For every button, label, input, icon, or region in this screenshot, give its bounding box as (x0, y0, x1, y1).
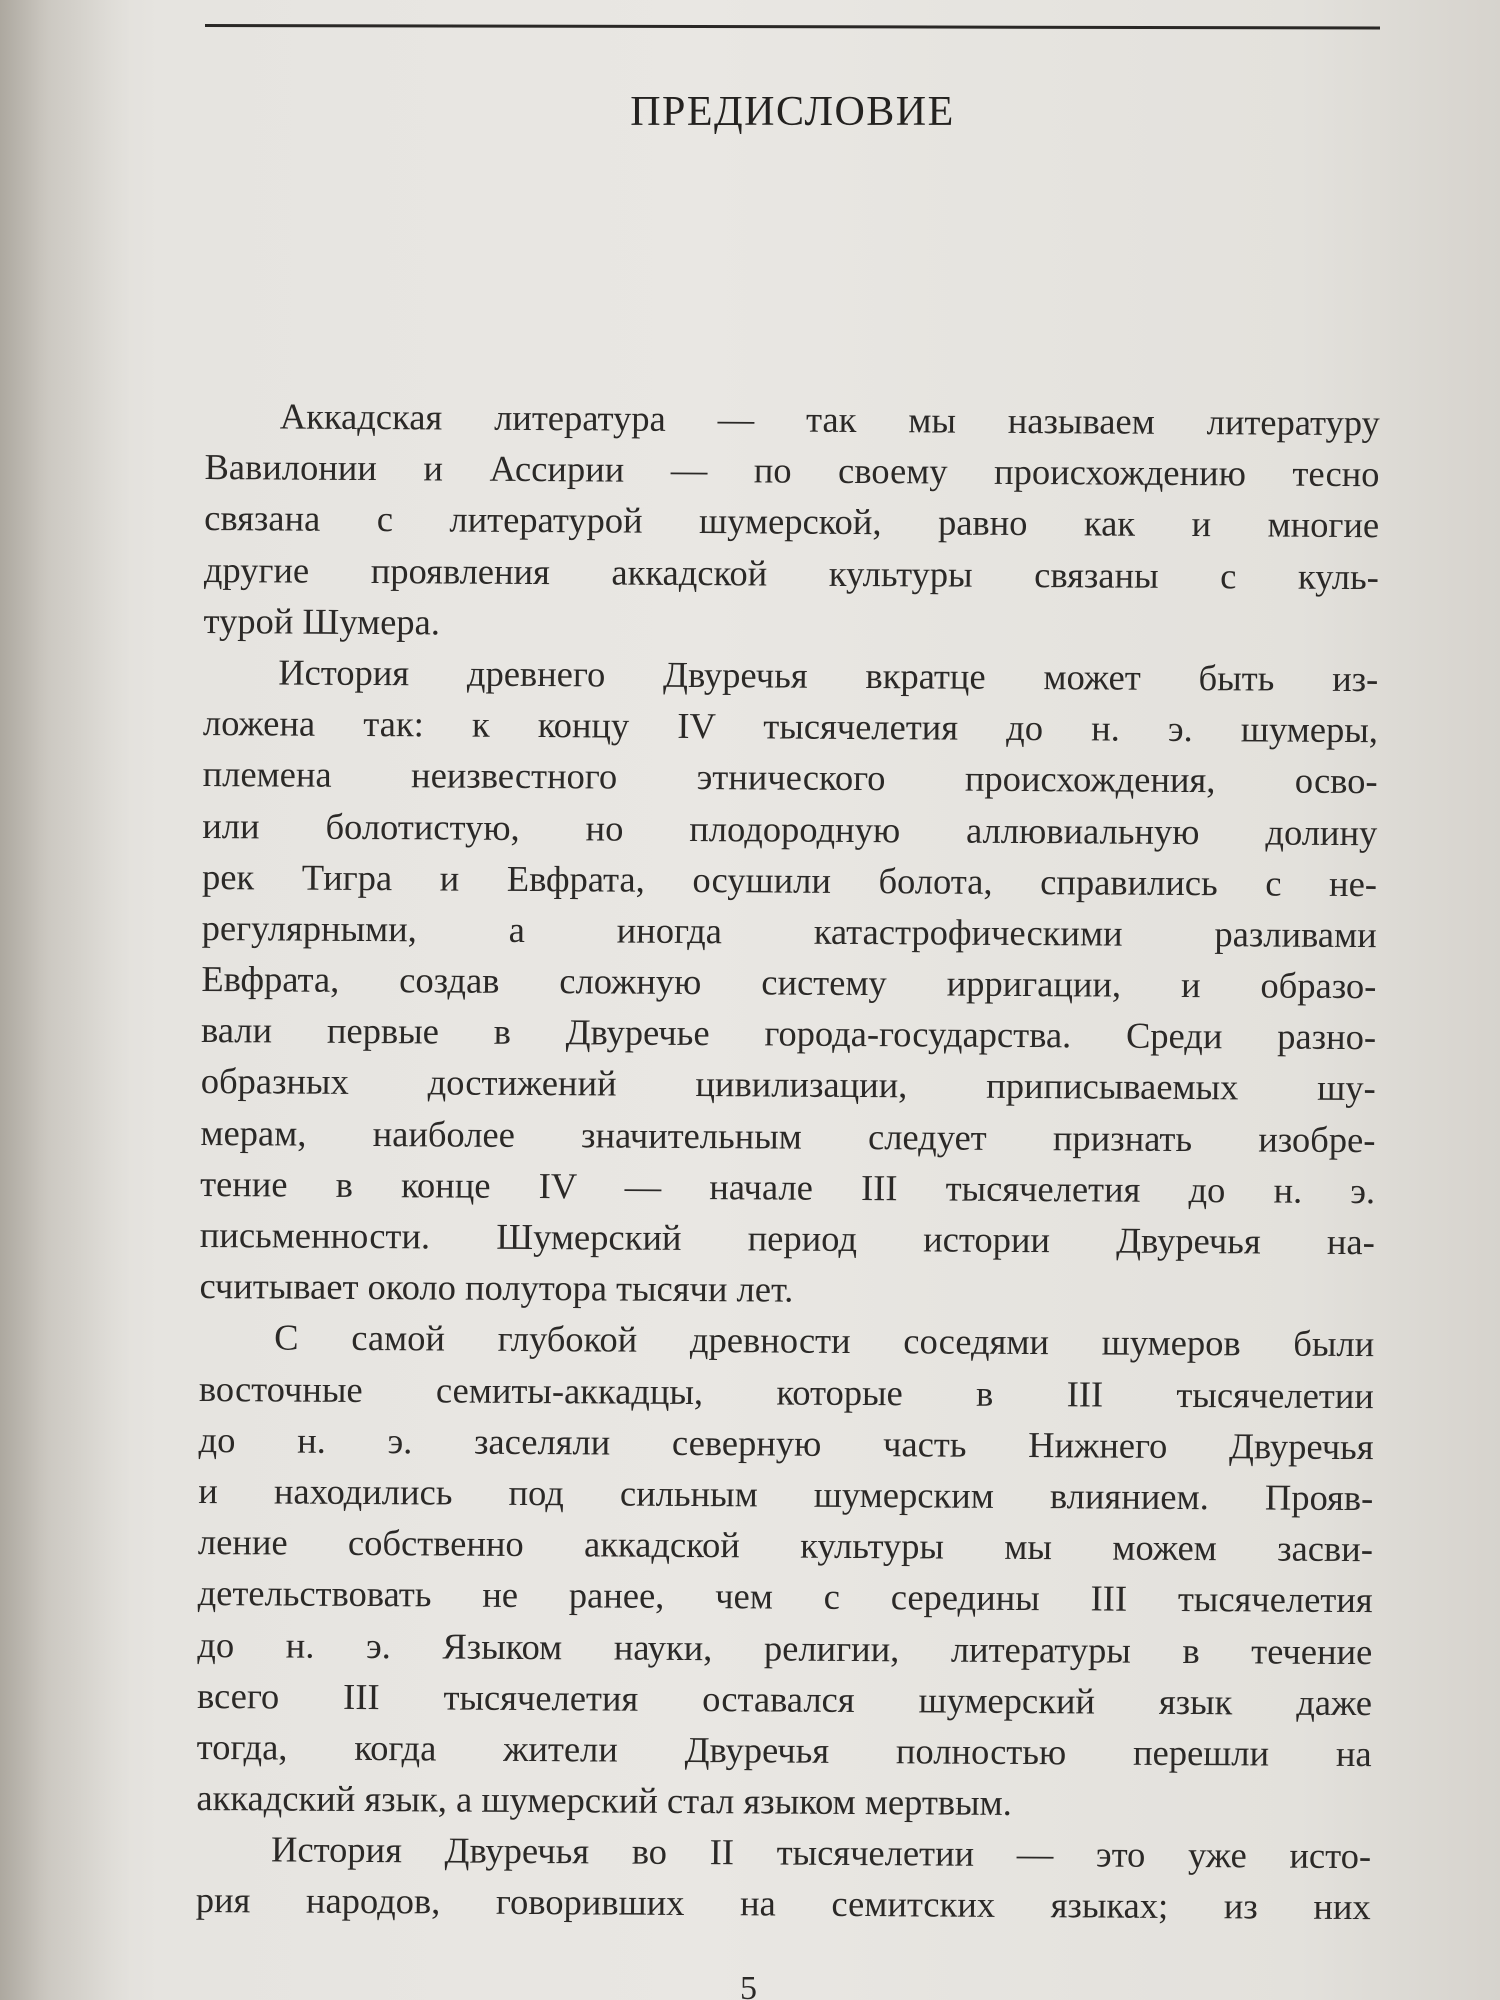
text-line: образных достижений цивилизации, приписываемых шу- (200, 1060, 1376, 1109)
text-line: и находились под сильным шумерским влиянием. Прояв- (198, 1469, 1374, 1519)
text-line: Вавилонии и Ассирии — по своему происхождению тесно (204, 446, 1380, 495)
text-line: считывает около полутора тысячи лет. (199, 1265, 794, 1310)
text-line: аккадский язык, а шумерский стал языком мертвым. (196, 1777, 1012, 1824)
paragraph (203, 390, 1380, 653)
text-line: История древнего Двуречья вкратце может быть из- (278, 651, 1379, 700)
text-line: тение в конце IV — начале III тысячелетия до н. э. (200, 1162, 1376, 1211)
text-line: связана с литературой шумерской, равно как и многие (204, 497, 1380, 546)
text-line: ложена так: к концу IV тысячелетия до н. э. шумеры, (202, 702, 1379, 751)
text-line: или болотистую, но плодородную аллювиальную долину (202, 804, 1378, 853)
text-line: племена неизвестного этнического происхождения, осво- (202, 753, 1378, 802)
text-line: С самой глубокой древности соседями шумеров были (274, 1316, 1375, 1365)
text-line: рек Тигра и Евфрата, осушили болота, справились с не- (201, 855, 1378, 904)
paragraph (196, 1823, 1372, 1933)
text-line: Аккадская литература — так мы называем литературу (279, 395, 1380, 444)
paragraph (196, 1311, 1374, 1830)
text-line: тогда, когда жители Двуречья полностью перешли на (196, 1725, 1372, 1775)
page-heading: ПРЕДИСЛОВИЕ (630, 89, 955, 135)
page-number: 5 (740, 1970, 757, 2000)
text-line: другие проявления аккадской культуры связаны с куль- (203, 548, 1380, 597)
body-text (196, 390, 1380, 1933)
text-line: до н. э. заселяли северную часть Нижнего Двуречья (198, 1418, 1374, 1467)
text-line: восточные семиты-аккадцы, которые в III тысячелетии (198, 1367, 1375, 1416)
text-line: Евфрата, создав сложную систему ирригации, и образо- (201, 958, 1377, 1007)
paragraph (199, 646, 1378, 1319)
text-line: турой Шумера. (203, 599, 441, 643)
text-line: всего III тысячелетия оставался шумерский язык даже (196, 1674, 1373, 1723)
text-line: ление собственно аккадской культуры мы можем засви- (197, 1521, 1374, 1570)
top-rule (205, 24, 1380, 29)
text-line: рия народов, говоривших на семитских языках; из них (195, 1879, 1371, 1928)
text-line: вали первые в Двуречье города-государства. Среди разно- (200, 1009, 1377, 1058)
text-line: История Двуречья во II тысячелетии — это уже исто- (270, 1828, 1372, 1877)
text-line: детельствовать не ранее, чем с середины III тысячелетия (197, 1572, 1373, 1621)
text-line: регулярными, а иногда катастрофическими разливами (201, 906, 1377, 956)
text-line: письменности. Шумерский период истории Двуречья на- (199, 1213, 1375, 1263)
gutter-shadow (0, 0, 130, 2000)
text-line: мерам, наиболее значительным следует признать изобре- (200, 1111, 1376, 1160)
text-line: до н. э. Языком науки, религии, литературы в течение (197, 1623, 1373, 1672)
